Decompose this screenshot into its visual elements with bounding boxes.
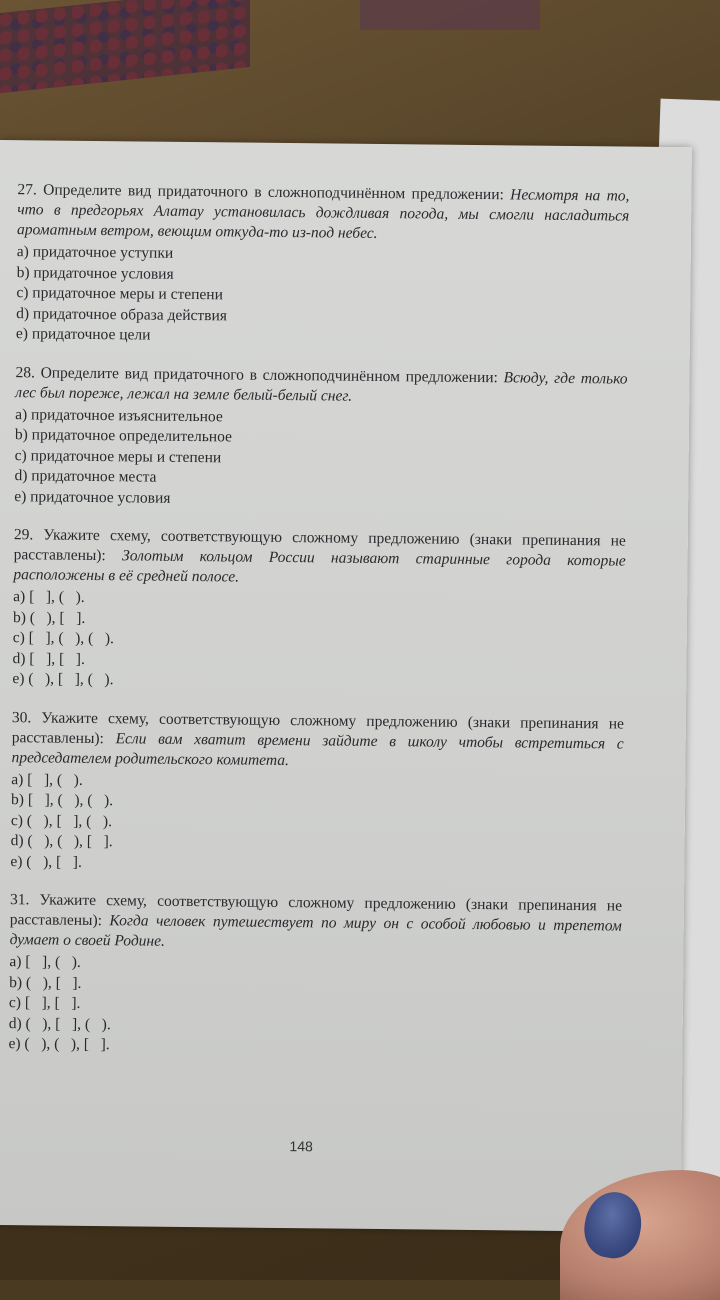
question-text [11, 708, 624, 774]
question-sentence: Золотым кольцом России называют старинные города которые расположены в её средней полосе. [13, 547, 626, 586]
answer-option: c) придаточное меры и степени [14, 446, 222, 466]
question-text [17, 180, 630, 246]
question-number: 30. [11, 708, 32, 726]
answer-options [14, 405, 627, 514]
question-block [12, 525, 626, 696]
question-prompt: Укажите схему, соответствующую сложному предложению (знаки препинания не расставлены): [13, 526, 626, 565]
answer-option: b) [ ], ( ), ( ). [11, 791, 114, 810]
question-number: 27. [17, 181, 37, 199]
answer-option: e) придаточное цели [15, 325, 151, 344]
question-block [10, 708, 624, 879]
answer-option: b) ( ), [ ]. [9, 973, 82, 992]
answer-option: a) придаточное уступки [16, 243, 174, 262]
question-number: 31. [9, 891, 30, 909]
question-sentence: Всюду, где только лес был пореже, лежал на земле белый-белый снег. [15, 368, 628, 405]
questions-list [8, 180, 629, 1079]
question-sentence: Несмотря на то, что в предгорьях Алатау установилась дождливая погода, мы смогли насладиться ароматным ветром, веющим откуда-то из-под небес. [16, 186, 630, 242]
answer-option: c) придаточное меры и степени [16, 284, 224, 304]
answer-option: b) придаточное определительное [14, 426, 233, 446]
question-text [13, 525, 626, 591]
answer-option: a) [ ], ( ). [13, 588, 85, 606]
answer-option: e) ( ), [ ]. [10, 852, 82, 871]
answer-option: e) придаточное условия [14, 487, 171, 507]
answer-option: e) ( ), [ ], ( ). [12, 670, 114, 689]
answer-option: d) [ ], [ ]. [12, 649, 85, 668]
answer-option: b) ( ), [ ]. [12, 608, 86, 627]
answer-option: a) [ ], ( ). [9, 953, 81, 971]
question-text [10, 890, 623, 956]
answer-options [8, 952, 621, 1061]
fabric-edge [360, 0, 540, 30]
answer-option: c) [ ], [ ]. [8, 994, 81, 1012]
answer-option: b) придаточное условия [16, 263, 174, 283]
answer-option: a) [ ], ( ). [11, 770, 83, 789]
answer-options [12, 587, 625, 696]
question-block [8, 890, 622, 1061]
answer-option: d) придаточное образа действия [16, 304, 228, 324]
answer-option: c) [ ], ( ), ( ). [12, 629, 115, 648]
question-number: 29. [13, 526, 34, 544]
question-sentence: Когда человек путешествует по миру он с особой любовью и трепетом думает о своей Родине. [9, 912, 622, 950]
answer-option: d) ( ), [ ], ( ). [8, 1014, 111, 1033]
question-prompt: Определите вид придаточного в сложноподчинённом предложении: [40, 363, 499, 386]
answer-option: e) ( ), ( ), [ ]. [8, 1035, 110, 1054]
answer-option: a) придаточное изъяснительное [15, 405, 223, 425]
question-number: 28. [15, 363, 36, 381]
answer-options [10, 770, 623, 879]
answer-option: d) придаточное места [14, 467, 157, 486]
question-sentence: Если вам хватит времени зайдите в школу чтобы встретиться с председателем родительского комитета. [11, 729, 624, 769]
page-number: 148 [289, 1138, 313, 1155]
question-prompt: Укажите схему, соответствующую сложному предложению (знаки препинания не расставлены): [9, 891, 623, 930]
question-block [16, 180, 630, 351]
question-prompt: Укажите схему, соответствующую сложному предложению (знаки препинания не расставлены): [11, 708, 625, 747]
answer-option: c) ( ), [ ], ( ). [10, 811, 113, 830]
question-block [14, 363, 627, 514]
answer-options [16, 242, 629, 351]
question-prompt: Определите вид придаточного в сложноподчинённом предложении: [43, 181, 504, 204]
book-page [0, 140, 692, 1232]
question-text [15, 363, 627, 409]
answer-option: d) ( ), ( ), [ ]. [10, 832, 113, 851]
